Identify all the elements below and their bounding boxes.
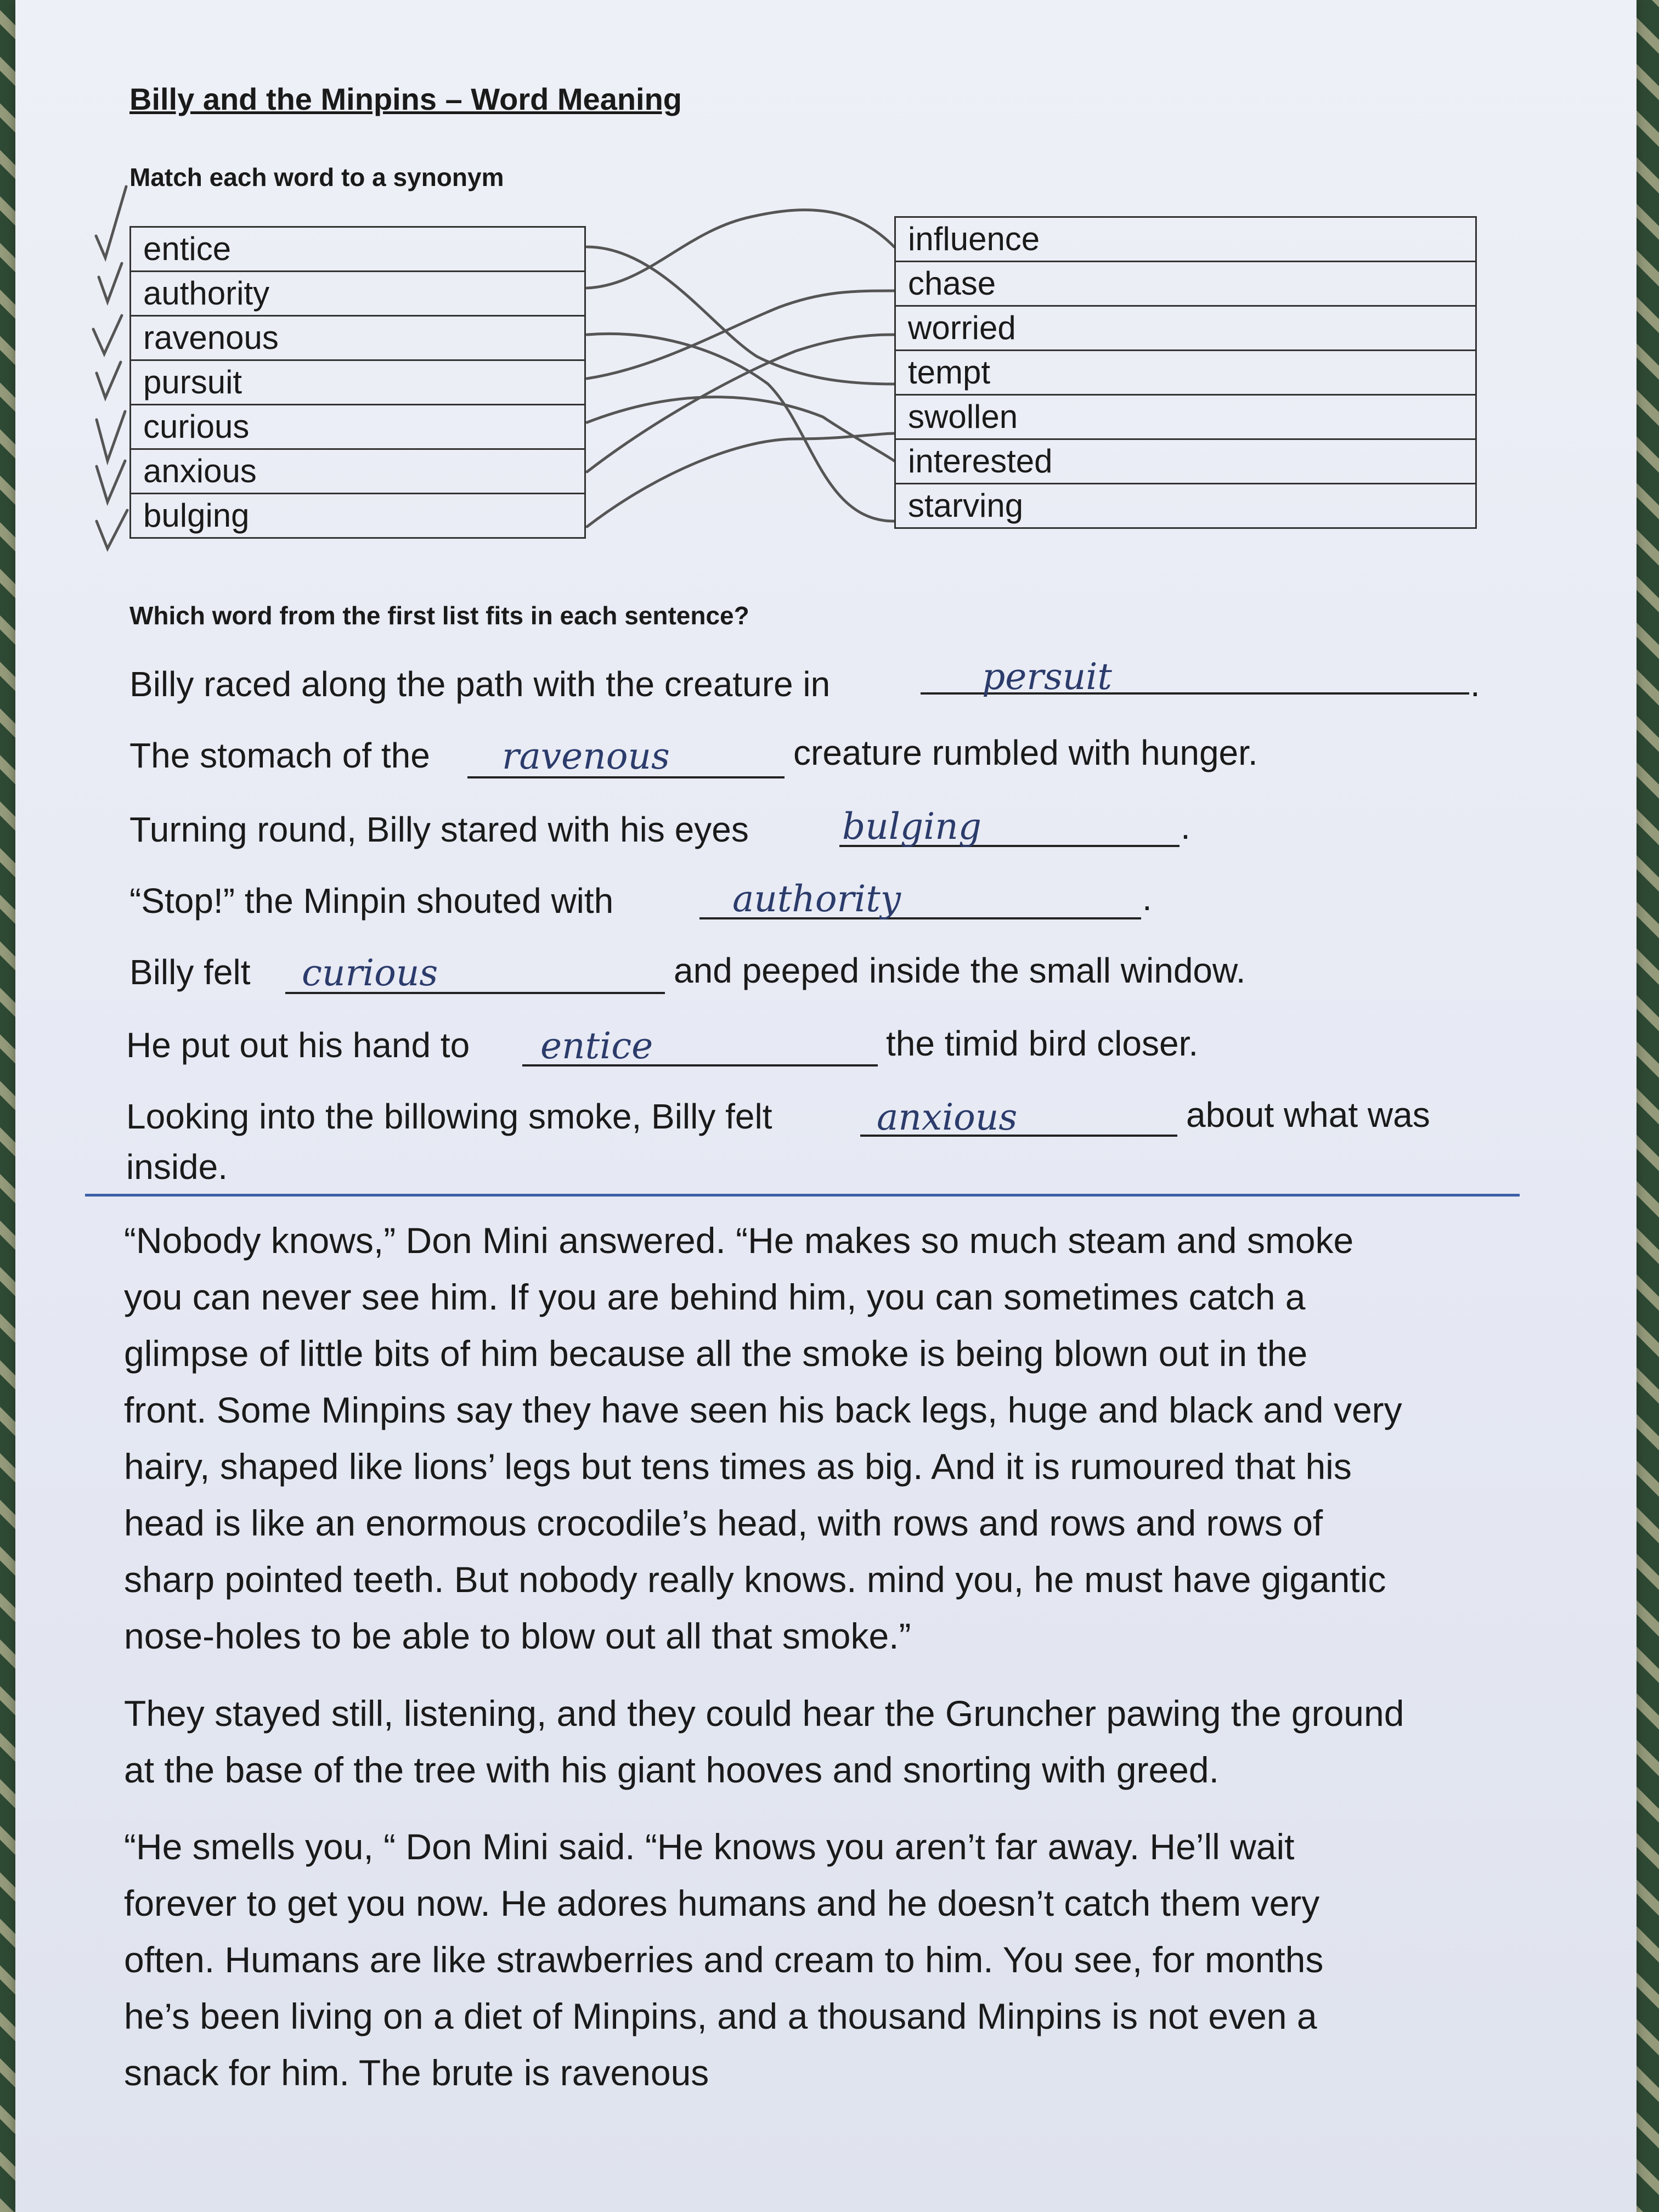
sentence-instruction: Which word from the first list fits in each sentence? [129, 601, 749, 630]
check-mark-icon [97, 411, 125, 461]
handwritten-answer-3: bulging [842, 805, 981, 848]
synonym-cell: influence [895, 217, 1476, 262]
sentence-7-end: about what was [1186, 1095, 1430, 1135]
sentence-3-start: Turning round, Billy stared with his eyes [129, 810, 749, 849]
sentence-7-start: Looking into the billowing smoke, Billy felt [126, 1097, 772, 1136]
handwritten-answer-1: persuit [982, 656, 1112, 698]
synonym-list-table [894, 216, 1477, 529]
synonym-cell: starving [895, 484, 1476, 528]
word-cell: anxious [131, 449, 585, 494]
word-cell: pursuit [131, 360, 585, 405]
passage-paragraph-2: They stayed still, listening, and they could hear the Gruncher pawing the ground at the base of the tree with his giant hooves and snorting with greed. [124, 1693, 1404, 1790]
sentence-5-end: and peeped inside the small window. [674, 951, 1246, 990]
sentence-4-end: . [1142, 878, 1152, 918]
sentence-4-start: “Stop!” the Minpin shouted with [129, 881, 614, 921]
sentence-2-start: The stomach of the [129, 736, 430, 775]
synonym-cell: chase [895, 262, 1476, 306]
passage-paragraph-1: “Nobody knows,” Don Mini answered. “He makes so much steam and smoke you can never see him. If you are behind him, you can sometimes catch a glimpse of little bits of him because all the smoke is being blown out in the front. Some Minpins say they have seen his back legs, huge and black and very hairy, shaped like lions’ legs but tens times as big. And it is rumoured that his head is like an enormous crocodile’s head, with rows and rows and rows of sharp pointed teeth. But nobody really knows. mind you, he must have gigantic nose-holes to be able to blow out all that smoke.” [124, 1220, 1402, 1656]
sentence-6-start: He put out his hand to [126, 1025, 470, 1065]
handwritten-answer-7: anxious [877, 1096, 1018, 1138]
word-list-table [129, 226, 586, 539]
sentence-3-end: . [1181, 807, 1190, 847]
sentence-5-start: Billy felt [129, 952, 251, 992]
synonym-cell: tempt [895, 351, 1476, 395]
word-cell: authority [131, 272, 585, 316]
sentence-1-start: Billy raced along the path with the creature in [129, 664, 831, 704]
handwritten-answer-6: entice [540, 1025, 653, 1067]
word-cell: curious [131, 405, 585, 449]
handwritten-answer-5: curious [302, 952, 438, 994]
check-mark-icon [97, 461, 125, 502]
match-instruction: Match each word to a synonym [129, 163, 504, 191]
matching-lines [587, 210, 894, 527]
worksheet-title: Billy and the Minpins – Word Meaning [129, 82, 682, 116]
synonym-cell: swollen [895, 395, 1476, 439]
section-divider [85, 1194, 1520, 1197]
passage-paragraph-3: “He smells you, “ Don Mini said. “He knows you aren’t far away. He’ll wait forever to get you now. He adores humans and he doesn’t catch them very often. Humans are like strawberries and cream to him. You see, for months he’s been living on a diet of Minpins, and a thousand Minpins is not even a snack for him. The brute is ravenous [124, 1826, 1324, 2093]
sentence-1-end: . [1470, 664, 1480, 704]
sentence-7-continuation: inside. [126, 1147, 228, 1187]
word-cell: entice [131, 227, 585, 272]
handwritten-answer-2: ravenous [502, 735, 670, 777]
check-mark-icon [97, 510, 127, 549]
check-mark-icon [93, 315, 122, 354]
sentence-6-end: the timid bird closer. [886, 1024, 1199, 1063]
synonym-cell: worried [895, 306, 1476, 351]
check-mark-icon [96, 187, 126, 258]
sentence-2-end: creature rumbled with hunger. [793, 733, 1258, 772]
word-cell: ravenous [131, 316, 585, 360]
handwritten-answer-4: authority [732, 878, 901, 920]
word-cell: bulging [131, 494, 585, 538]
synonym-cell: interested [895, 439, 1476, 484]
check-mark-icon [99, 263, 122, 302]
check-mark-icon [97, 362, 121, 398]
